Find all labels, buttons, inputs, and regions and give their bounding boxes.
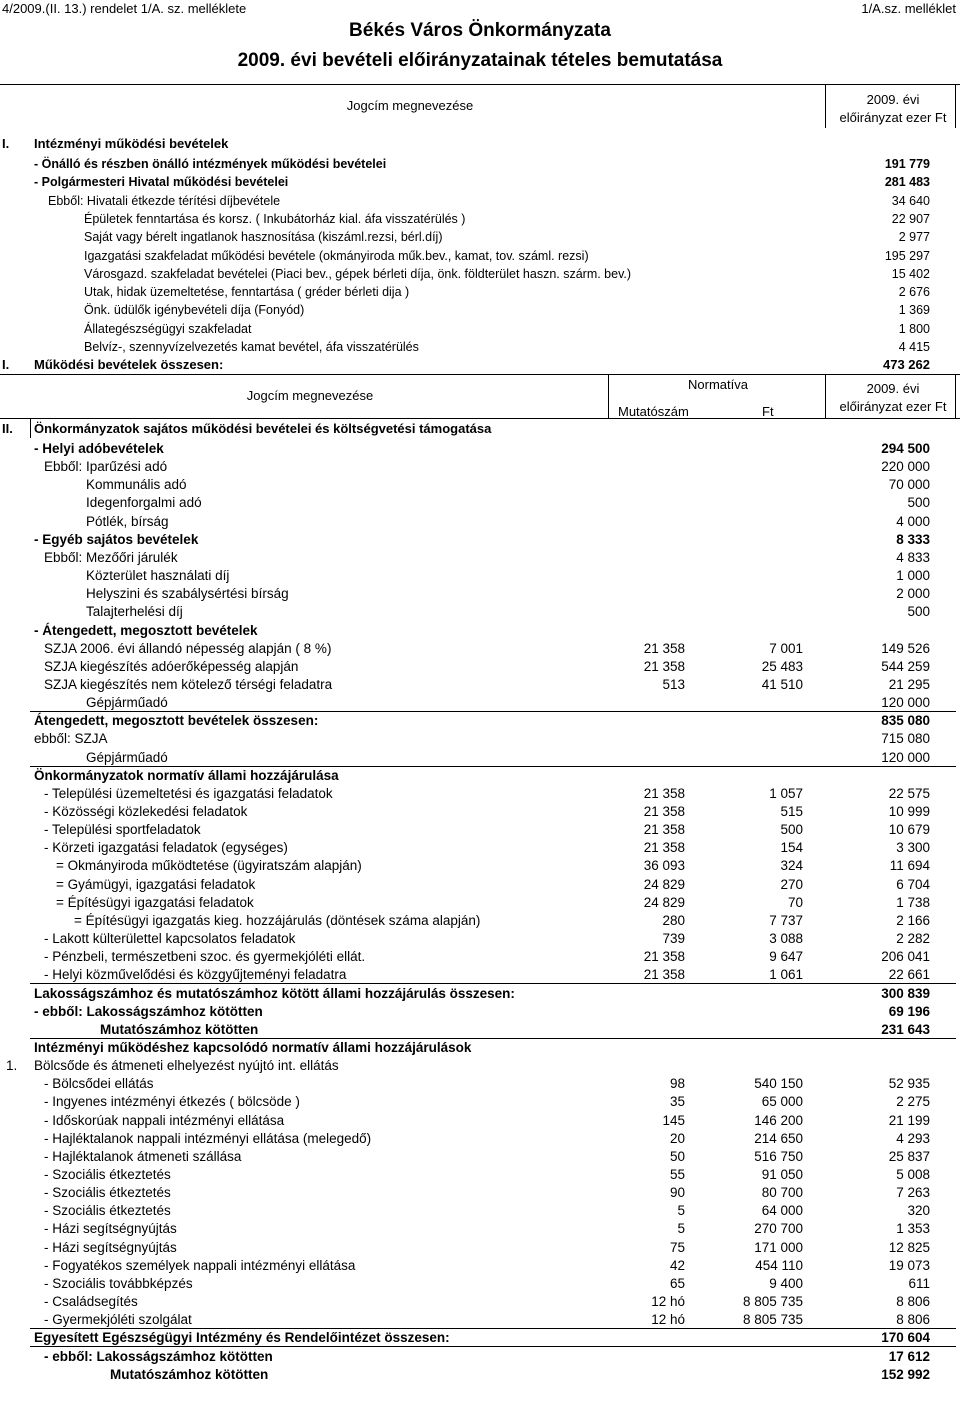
row-mutatoszam: 5: [677, 1203, 685, 1219]
row-label: - Átengedett, megosztott bevételek: [34, 622, 258, 638]
table2-row: [0, 857, 960, 875]
table2-row: [0, 821, 960, 839]
table2-row: [0, 894, 960, 912]
row-amount: 4 000: [896, 513, 930, 529]
row-mutatoszam: 90: [669, 1185, 685, 1201]
table2-row: [0, 1202, 960, 1220]
row-mutatoszam: 21 358: [643, 658, 685, 674]
row-mutatoszam: 21 358: [643, 840, 685, 856]
table2-row: [0, 658, 960, 676]
row-label: - Szociális továbbképzés: [44, 1275, 193, 1291]
document-reference-left: 4/2009.(II. 13.) rendelet 1/A. sz. melléklete: [2, 1, 247, 16]
table2-row: [0, 839, 960, 857]
table1-row: [0, 155, 960, 173]
row-label: - Önálló és részben önálló intézmények működési bevételei: [34, 157, 387, 171]
table2-row: [0, 1112, 960, 1130]
row-amount: 611: [908, 1275, 930, 1291]
row-amount: 70 000: [888, 477, 930, 493]
table1-row: [0, 210, 960, 228]
row-label: - ebből: Lakosságszámhoz kötötten: [34, 1003, 263, 1019]
row-ft: 270 700: [754, 1221, 803, 1237]
row-label: Önkormányzatok normatív állami hozzájárulása: [34, 767, 339, 783]
row-mutatoszam: 739: [662, 931, 685, 947]
row-mutatoszam: 21 358: [643, 804, 685, 819]
row-amount: 2 166: [896, 912, 930, 928]
table2-row: [0, 1366, 960, 1384]
row-ft: 8 805 735: [742, 1294, 803, 1310]
row-amount: 281 483: [884, 175, 930, 190]
table1-total-number: I.: [2, 357, 10, 372]
row-mutatoszam: 21 358: [643, 949, 685, 965]
row-label: - Helyi adóbevételek: [34, 441, 164, 456]
row-mutatoszam: 280: [662, 912, 685, 928]
row-label: = Okmányiroda működtetése (ügyiratszám alapján): [56, 858, 362, 874]
table2-row: [0, 476, 960, 494]
table2-row: [0, 1239, 960, 1257]
row-label: - Körzeti igazgatási feladatok (egységes): [44, 840, 288, 856]
row-mutatoszam: 21 358: [643, 785, 685, 801]
row-amount: 320: [907, 1203, 930, 1219]
row-label: Saját vagy bérelt ingatlanok hasznosítása (kiszáml.rezsi, bérl.díj): [84, 230, 443, 245]
table2-col-normativa: Normatíva: [688, 377, 748, 392]
row-label: Közterület használati díj: [86, 568, 230, 584]
row-label: Lakosságszámhoz és mutatószámhoz kötött állami hozzájárulás összesen:: [34, 985, 515, 1001]
row-ft: 540 150: [754, 1076, 803, 1092]
row-ft: 214 650: [754, 1130, 803, 1146]
row-mutatoszam: 21 358: [643, 967, 685, 983]
table1-col-amount-line2: előirányzat ezer Ft: [839, 110, 947, 125]
table2-row: [0, 876, 960, 894]
table2-col-ft: Ft: [762, 404, 774, 419]
row-amount: 2 275: [896, 1094, 930, 1110]
row-mutatoszam: 21 358: [643, 822, 685, 838]
row-amount: 195 297: [884, 248, 930, 263]
table1-total-amount: 473 262: [883, 357, 930, 372]
table2-row: [0, 440, 960, 458]
row-label: Pótlék, bírság: [86, 513, 169, 529]
row-label: = Építésügyi igazgatási feladatok: [56, 894, 254, 910]
table2-row: [0, 1275, 960, 1293]
table1-row: [0, 265, 960, 283]
table1-col-amount-line1: 2009. évi: [866, 92, 920, 107]
table2-row: [0, 531, 960, 549]
row-amount: 1 369: [898, 303, 930, 318]
row-label: - Hajléktalanok átmeneti szállása: [44, 1148, 242, 1164]
row-amount: 34 640: [891, 193, 930, 208]
row-ft: 9 400: [769, 1275, 803, 1291]
row-label: - Helyi közművelődési és közgyűjteményi feladatra: [44, 967, 347, 983]
row-amount: 1 353: [896, 1221, 930, 1237]
row-amount: 5 008: [896, 1167, 930, 1182]
row-amount: 206 041: [881, 949, 930, 965]
row-ft: 500: [780, 822, 803, 838]
row-label: - Családsegítés: [44, 1294, 138, 1310]
row-ft: 454 110: [755, 1257, 803, 1273]
document-title: Békés Város Önkormányzata: [349, 20, 611, 41]
row-ft: 1 061: [769, 967, 803, 983]
row-label: - Szociális étkeztetés: [44, 1167, 171, 1182]
table1-row: [0, 338, 960, 356]
row-amount: 149 526: [881, 640, 930, 656]
row-amount: 2 977: [898, 230, 930, 245]
row-mutatoszam: 145: [662, 1112, 685, 1128]
row-amount: 4 415: [898, 340, 930, 354]
table2-row: [0, 712, 960, 730]
row-amount: 2 282: [896, 931, 930, 947]
table1-row: [0, 301, 960, 319]
row-label: = Építésügyi igazgatás kieg. hozzájárulás (döntések száma alapján): [74, 912, 481, 928]
row-amount: 10 679: [888, 822, 930, 838]
table2-col-amount-line2: előirányzat ezer Ft: [839, 399, 947, 414]
row-amount: 1 800: [898, 321, 930, 336]
table2-row: [0, 1057, 960, 1075]
row-mutatoszam: 75: [669, 1239, 685, 1255]
row-amount: 1 000: [896, 568, 930, 584]
row-ft: 7 001: [769, 640, 803, 656]
row-amount: 2 000: [896, 586, 930, 602]
row-mutatoszam: 55: [669, 1167, 685, 1182]
row-label: SZJA kiegészítés nem kötelező térségi feladatra: [44, 676, 333, 692]
row-amount: 10 999: [888, 804, 930, 819]
row-amount: 152 992: [881, 1366, 930, 1382]
table1-section-number: I.: [2, 136, 10, 151]
table2-row: [0, 513, 960, 531]
table2-row: [0, 458, 960, 476]
row-amount: 22 907: [891, 211, 930, 226]
row-label: - Időskorúak nappali intézményi ellátása: [44, 1112, 285, 1128]
row-mutatoszam: 24 829: [643, 876, 685, 892]
row-amount: 8 806: [896, 1312, 930, 1328]
table2-row: [0, 930, 960, 948]
row-label: Igazgatási szakfeladat működési bevétele (okmányiroda műk.bev., kamat, tov. száml. rezsi): [84, 248, 589, 263]
row-amount: 120 000: [881, 749, 930, 765]
row-mutatoszam: 35: [669, 1094, 685, 1110]
row-label: - Közösségi közlekedési feladatok: [44, 804, 248, 819]
table2-section-number: II.: [2, 421, 13, 436]
table2-section-title: Önkormányzatok sajátos működési bevételei és költségvetési támogatása: [34, 421, 492, 436]
row-mutatoszam: 98: [669, 1076, 685, 1092]
row-ft: 25 483: [761, 658, 803, 674]
row-number: 1.: [6, 1058, 18, 1074]
row-label: - Bölcsődei ellátás: [44, 1076, 154, 1092]
table2-row: [0, 966, 960, 984]
row-ft: 515: [780, 804, 803, 819]
row-label: - Hajléktalanok nappali intézményi ellátása (melegedő): [44, 1130, 372, 1146]
table2-row: [0, 567, 960, 585]
row-label: - Fogyatékos személyek nappali intézményi ellátása: [44, 1257, 356, 1273]
row-amount: 191 779: [884, 157, 930, 171]
table2-row: [0, 676, 960, 694]
row-label: Ebből: Hivatali étkezde térítési díjbevétele: [48, 193, 281, 208]
table1-row: [0, 173, 960, 191]
table2-row: [0, 1003, 960, 1021]
table1-section-title: Intézményi működési bevételek: [34, 136, 229, 151]
row-amount: 294 500: [881, 441, 930, 456]
row-amount: 22 661: [888, 967, 930, 983]
document-reference-right: 1/A.sz. melléklet: [861, 1, 956, 16]
table2-row: [0, 1093, 960, 1111]
row-ft: 1 057: [769, 785, 803, 801]
row-amount: 500: [907, 495, 930, 511]
row-ft: 324: [780, 858, 803, 874]
table2-row: [0, 622, 960, 640]
row-label: Helyszini és szabálysértési bírság: [86, 586, 289, 602]
row-amount: 170 604: [881, 1330, 930, 1346]
row-ft: 516 750: [754, 1148, 803, 1164]
table1-col-name: Jogcím megnevezése: [346, 98, 474, 113]
table2-row: [0, 1257, 960, 1275]
row-ft: 154: [780, 840, 803, 856]
row-amount: 544 259: [881, 658, 930, 674]
row-ft: 7 737: [769, 912, 803, 928]
row-amount: 835 080: [881, 713, 930, 729]
table2-row: [0, 730, 960, 748]
table2-row: [0, 585, 960, 603]
document-subtitle: 2009. évi bevételi előirányzatainak tételes bemutatása: [237, 50, 723, 71]
table2-row: [0, 767, 960, 785]
table1-row: [0, 283, 960, 301]
table2-row: [0, 948, 960, 966]
table2-row: [0, 494, 960, 512]
row-label: Idegenforgalmi adó: [86, 495, 202, 511]
row-label: - ebből: Lakosságszámhoz kötötten: [44, 1348, 273, 1364]
table2-col-amount-line1: 2009. évi: [866, 381, 920, 396]
row-mutatoszam: 5: [677, 1221, 685, 1237]
row-label: = Gyámügyi, igazgatási feladatok: [56, 876, 256, 892]
table2-row: [0, 912, 960, 930]
row-ft: 80 700: [761, 1185, 803, 1201]
table2-row: [0, 1311, 960, 1329]
table2-row: [0, 1220, 960, 1238]
row-label: Gépjárműadó: [86, 695, 168, 711]
row-mutatoszam: 24 829: [643, 894, 685, 910]
table2-row: [0, 694, 960, 712]
table1-total-label: Működési bevételek összesen:: [34, 357, 224, 372]
row-mutatoszam: 42: [669, 1257, 685, 1273]
row-label: - Települési üzemeltetési és igazgatási feladatok: [44, 785, 333, 801]
row-amount: 8 333: [896, 531, 930, 547]
row-label: Intézményi működéshez kapcsolódó normatív állami hozzájárulások: [34, 1039, 472, 1055]
row-label: Gépjárműadó: [86, 749, 168, 765]
row-ft: 171 000: [754, 1239, 803, 1255]
table2-row: [0, 985, 960, 1003]
row-mutatoszam: 513: [662, 676, 685, 692]
row-label: Mutatószámhoz kötötten: [100, 1021, 259, 1037]
row-label: Városgazd. szakfeladat bevételei (Piaci bev., gépek bérleti díja, önk. földterület haszn. szárm. bev.): [84, 266, 632, 281]
table1-row: [0, 247, 960, 265]
row-ft: 41 510: [761, 676, 803, 692]
row-ft: 270: [780, 876, 803, 892]
row-label: Állategészségügyi szakfeladat: [84, 321, 252, 336]
row-mutatoszam: 65: [669, 1275, 685, 1291]
row-ft: 70: [787, 894, 803, 910]
row-amount: 1 738: [896, 894, 930, 910]
row-amount: 3 300: [896, 840, 930, 856]
table2-row: [0, 1348, 960, 1366]
row-label: - Polgármesteri Hivatal működési bevételei: [34, 175, 289, 190]
row-label: Talajterhelési díj: [86, 604, 183, 620]
table2-row: [0, 1075, 960, 1093]
table1-row: [0, 320, 960, 338]
row-amount: 120 000: [881, 695, 930, 711]
row-amount: 11 694: [889, 858, 930, 874]
row-amount: 220 000: [881, 459, 930, 475]
row-amount: 715 080: [881, 731, 930, 747]
table2-row: [0, 1166, 960, 1184]
table2-row: [0, 1130, 960, 1148]
row-label: Bölcsőde és átmeneti elhelyezést nyújtó int. ellátás: [34, 1058, 339, 1074]
row-label: - Ingyenes intézményi étkezés ( bölcsöde ): [44, 1094, 300, 1110]
row-mutatoszam: 50: [669, 1148, 685, 1164]
row-ft: 64 000: [761, 1203, 803, 1219]
table2-row: [0, 1184, 960, 1202]
row-amount: 12 825: [888, 1239, 930, 1255]
row-label: Ebből: Iparűzési adó: [44, 459, 168, 475]
row-label: - Házi segítségnyújtás: [44, 1221, 177, 1237]
table2-row: [0, 803, 960, 821]
row-ft: 8 805 735: [742, 1312, 803, 1328]
table2-row: [0, 640, 960, 658]
row-label: SZJA kiegészítés adóerőképesség alapján: [44, 658, 299, 674]
row-amount: 21 199: [888, 1112, 930, 1128]
row-amount: 7 263: [896, 1185, 930, 1201]
table2-row: [0, 549, 960, 567]
row-amount: 4 833: [896, 549, 930, 565]
row-amount: 231 643: [881, 1021, 930, 1037]
row-label: Egyesített Egészségügyi Intézmény és Rendelőintézet összesen:: [34, 1330, 450, 1346]
table2-col-mutatoszam: Mutatószám: [618, 404, 689, 419]
row-label: Ebből: Mezőőri járulék: [44, 549, 178, 565]
table2-row: [0, 1039, 960, 1057]
row-label: - Pénzbeli, természetbeni szoc. és gyermekjóléti ellát.: [44, 949, 366, 965]
row-mutatoszam: 36 093: [643, 858, 685, 874]
row-amount: 52 935: [888, 1076, 930, 1092]
table2-col-name: Jogcím megnevezése: [246, 388, 374, 403]
row-amount: 15 402: [891, 266, 930, 281]
row-label: - Szociális étkeztetés: [44, 1185, 171, 1201]
row-label: - Gyermekjóléti szolgálat: [44, 1312, 192, 1328]
row-label: Belvíz-, szennyvízelvezetés kamat bevétel, áfa visszatérülés: [84, 340, 419, 354]
table2-row: [0, 1021, 960, 1039]
row-label: SZJA 2006. évi állandó népesség alapján ( 8 %): [44, 640, 332, 656]
row-ft: 146 200: [754, 1112, 803, 1128]
table2-row: [0, 1293, 960, 1311]
row-ft: 9 647: [769, 949, 803, 965]
row-amount: 69 196: [888, 1003, 930, 1019]
row-ft: 3 088: [769, 931, 803, 947]
row-amount: 25 837: [888, 1148, 930, 1164]
table1-row: [0, 192, 960, 210]
row-label: - Lakott külterülettel kapcsolatos feladatok: [44, 931, 296, 947]
row-amount: 8 806: [896, 1294, 930, 1310]
row-amount: 21 295: [888, 676, 930, 692]
row-amount: 19 073: [888, 1257, 930, 1273]
row-ft: 91 050: [761, 1167, 803, 1182]
row-mutatoszam: 21 358: [643, 640, 685, 656]
row-amount: 22 575: [888, 785, 930, 801]
row-label: Mutatószámhoz kötötten: [110, 1366, 269, 1382]
row-label: Önk. üdülők igénybevételi díja (Fonyód): [84, 303, 305, 318]
table2-row: [0, 603, 960, 621]
row-label: Kommunális adó: [86, 477, 187, 493]
row-amount: 2 676: [898, 285, 930, 300]
row-label: - Házi segítségnyújtás: [44, 1239, 177, 1255]
row-amount: 4 293: [896, 1130, 930, 1146]
row-amount: 300 839: [881, 985, 930, 1001]
table1-row: [0, 228, 960, 246]
row-label: - Egyéb sajátos bevételek: [34, 531, 199, 547]
row-amount: 500: [907, 604, 930, 620]
row-mutatoszam: 20: [669, 1130, 685, 1146]
row-label: ebből: SZJA: [34, 731, 108, 747]
table2-row: [0, 785, 960, 803]
row-mutatoszam: 12 hó: [651, 1312, 685, 1328]
table2-row: [0, 749, 960, 767]
row-label: - Szociális étkeztetés: [44, 1203, 171, 1219]
row-label: Átengedett, megosztott bevételek összesen:: [34, 713, 319, 729]
table2-row: [0, 1329, 960, 1347]
table2-row: [0, 1148, 960, 1166]
row-amount: 6 704: [896, 876, 930, 892]
row-label: Utak, hidak üzemeltetése, fenntartása ( gréder bérleti dija ): [84, 285, 410, 300]
row-ft: 65 000: [761, 1094, 803, 1110]
row-label: Épületek fenntartása és korsz. ( Inkubátorház kial. áfa visszatérülés ): [84, 211, 466, 226]
row-mutatoszam: 12 hó: [651, 1294, 685, 1310]
row-amount: 17 612: [888, 1348, 930, 1364]
row-label: - Települési sportfeladatok: [44, 822, 201, 838]
